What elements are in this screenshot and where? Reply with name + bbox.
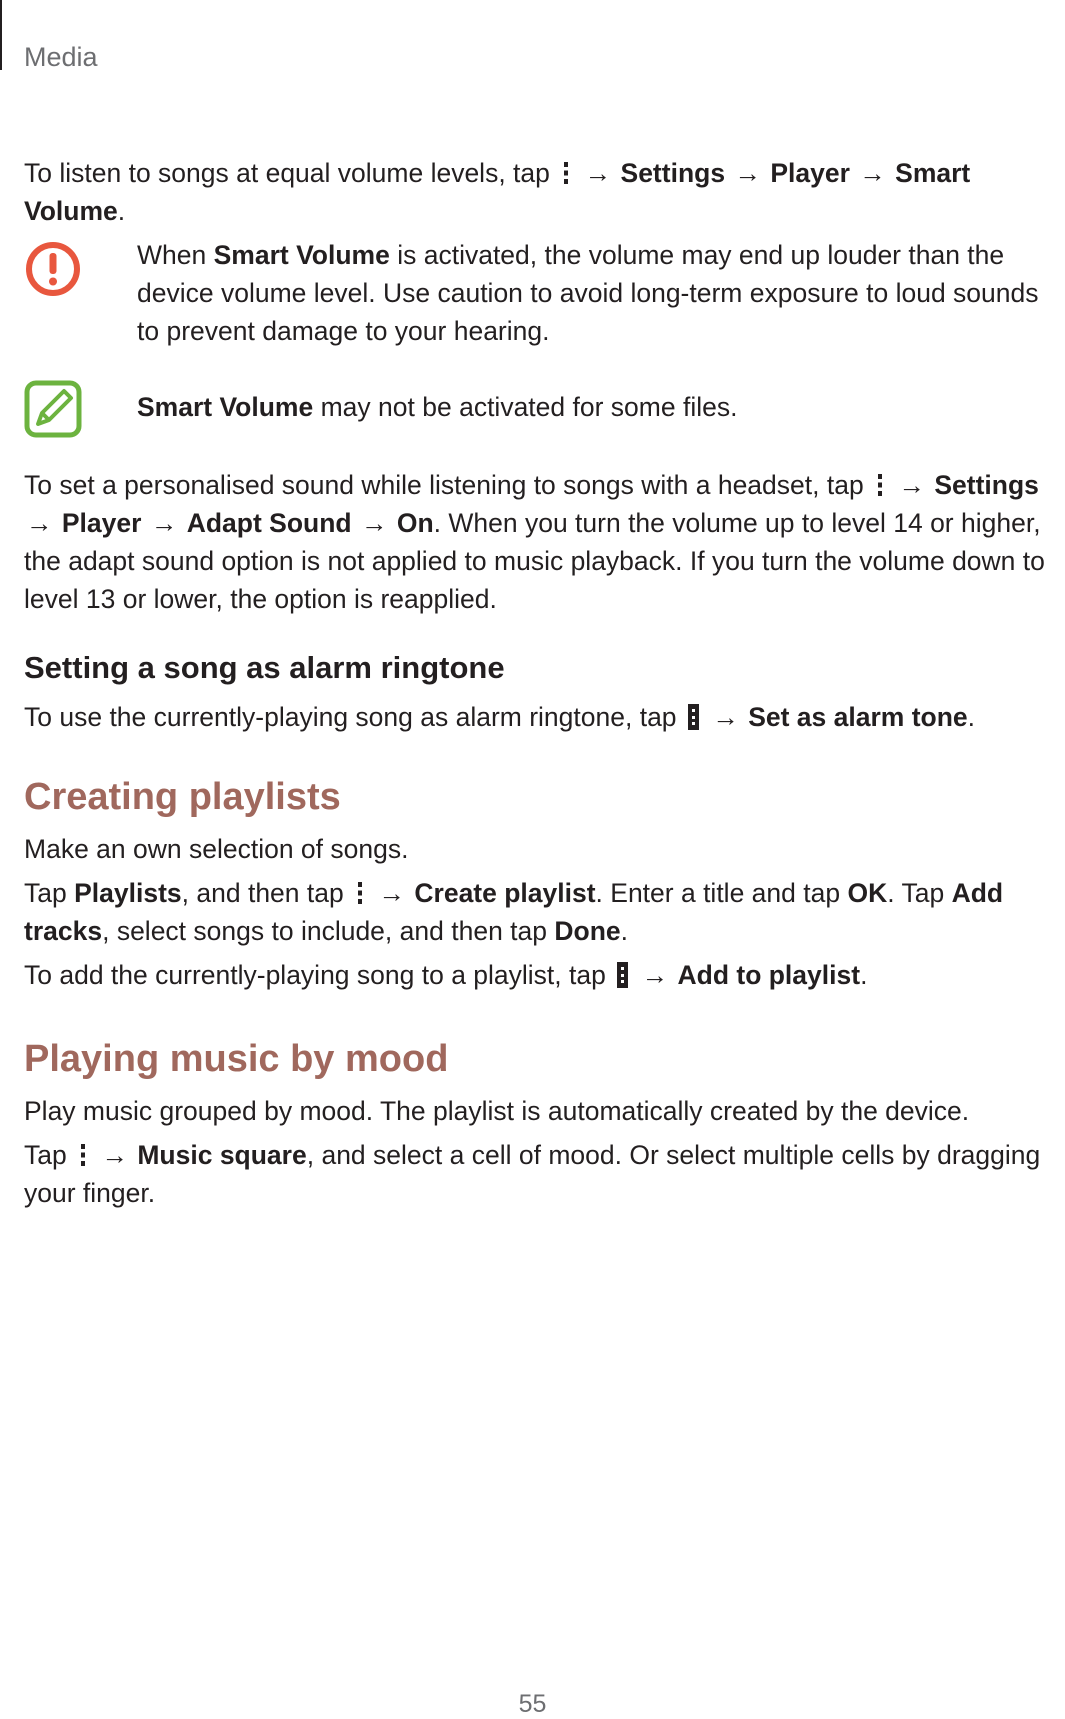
- playlists-intro: Make an own selection of songs.: [24, 834, 409, 864]
- info-note: [24, 376, 1064, 438]
- smart-volume-paragraph: To listen to songs at equal volume levels, tap → Settings → Player → Smart Volume.: [24, 158, 971, 226]
- caution-icon: [24, 240, 82, 298]
- page-content: [24, 154, 1064, 1212]
- caution-text: When Smart Volume is activated, the volume may end up louder than the device volume level. Use caution to avoid long-term exposure to loud sounds to prevent damage to your hearing.: [137, 240, 1039, 346]
- page-header: Media: [24, 42, 98, 72]
- note-icon: [24, 380, 82, 438]
- more-options-icon: [78, 1142, 88, 1168]
- page-edge-line: [0, 0, 2, 70]
- more-options-icon: [688, 704, 699, 730]
- note-text: Smart Volume may not be activated for some files.: [137, 392, 738, 422]
- alarm-paragraph: To use the currently-playing song as alarm ringtone, tap → Set as alarm tone.: [24, 702, 976, 732]
- mood-steps: Tap → Music square, and select a cell of mood. Or select multiple cells by dragging your finger.: [24, 1140, 1041, 1208]
- more-options-icon: [561, 160, 571, 186]
- caution-note: [24, 236, 1064, 350]
- more-options-icon: [875, 472, 885, 498]
- add-to-playlist-paragraph: To add the currently-playing song to a playlist, tap → Add to playlist.: [24, 960, 868, 990]
- page-number: 55: [518, 1690, 547, 1718]
- creating-playlists-heading: Creating playlists: [24, 776, 341, 818]
- more-options-icon: [617, 962, 628, 988]
- more-options-icon: [355, 880, 365, 906]
- mood-intro: Play music grouped by mood. The playlist is automatically created by the device.: [24, 1096, 970, 1126]
- adapt-sound-paragraph: To set a personalised sound while listening to songs with a headset, tap → Settings → Player → Adapt Sound → On. When you turn the volume up to level 14 or higher, the adapt sound option is not applied to music playback. If you turn the volume down to level 13 or lower, the option is reapplied.: [24, 470, 1045, 614]
- alarm-ringtone-heading: Setting a song as alarm ringtone: [24, 650, 505, 685]
- playing-music-by-mood-heading: Playing music by mood: [24, 1038, 449, 1080]
- playlists-steps: Tap Playlists, and then tap → Create playlist. Enter a title and tap OK. Tap Add tracks, select songs to include, and then tap Done.: [24, 878, 1004, 946]
